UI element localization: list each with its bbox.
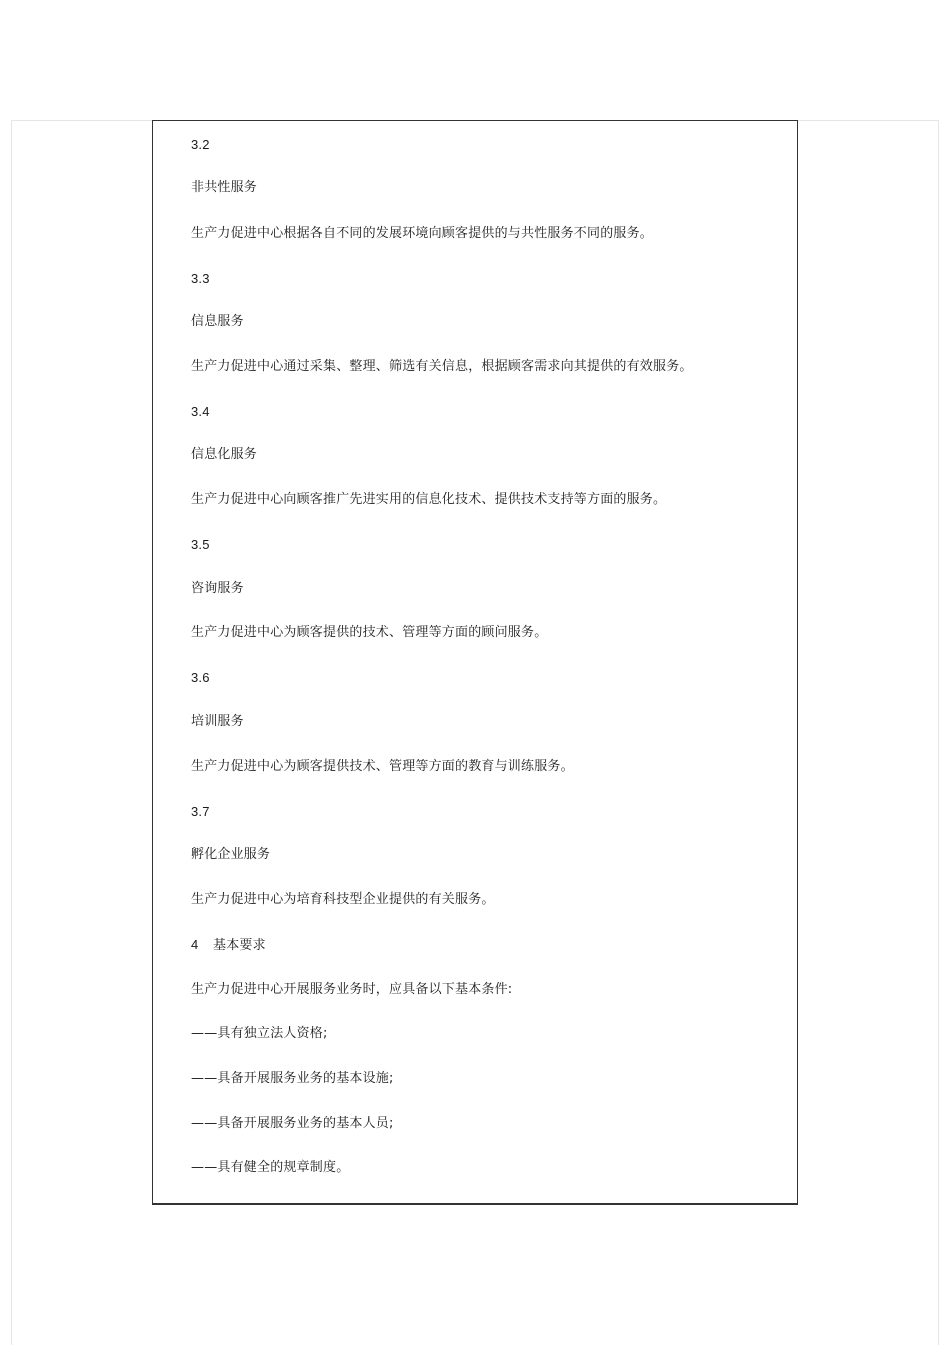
document-frame bbox=[152, 120, 798, 1205]
clause-number: 3.5 bbox=[191, 537, 210, 552]
clause-definition: 生产力促进中心向顾客推广先进实用的信息化技术、提供技术支持等方面的服务。 bbox=[191, 492, 667, 507]
clause-definition: 生产力促进中心为培育科技型企业提供的有关服务。 bbox=[191, 892, 495, 907]
requirement-item: ——具备开展服务业务的基本人员; bbox=[191, 1116, 394, 1131]
section-title: 基本要求 bbox=[213, 938, 266, 953]
clause-definition: 生产力促进中心根据各自不同的发展环境向顾客提供的与共性服务不同的服务。 bbox=[191, 226, 654, 241]
clause-number: 3.6 bbox=[191, 670, 210, 685]
section-heading bbox=[191, 937, 266, 954]
clause-term: 培训服务 bbox=[191, 714, 244, 729]
clause-definition: 生产力促进中心为顾客提供技术、管理等方面的教育与训练服务。 bbox=[191, 759, 574, 774]
clause-number: 3.2 bbox=[191, 137, 210, 152]
clause-definition: 生产力促进中心为顾客提供的技术、管理等方面的顾问服务。 bbox=[191, 625, 548, 640]
requirement-intro: 生产力促进中心开展服务业务时，应具备以下基本条件: bbox=[191, 982, 513, 997]
clause-term: 非共性服务 bbox=[191, 180, 258, 195]
clause-number: 3.4 bbox=[191, 404, 210, 419]
clause-definition: 生产力促进中心通过采集、整理、筛选有关信息，根据顾客需求向其提供的有效服务。 bbox=[191, 359, 693, 374]
clause-term: 咨询服务 bbox=[191, 581, 244, 596]
clause-term: 孵化企业服务 bbox=[191, 847, 271, 862]
section-number: 4 bbox=[191, 937, 199, 952]
clause-number: 3.7 bbox=[191, 804, 210, 819]
clause-term: 信息化服务 bbox=[191, 447, 258, 462]
requirement-item: ——具有独立法人资格; bbox=[191, 1026, 328, 1041]
clause-term: 信息服务 bbox=[191, 314, 244, 329]
clause-number: 3.3 bbox=[191, 271, 210, 286]
requirement-item: ——具备开展服务业务的基本设施; bbox=[191, 1071, 394, 1086]
requirement-item: ——具有健全的规章制度。 bbox=[191, 1160, 350, 1175]
